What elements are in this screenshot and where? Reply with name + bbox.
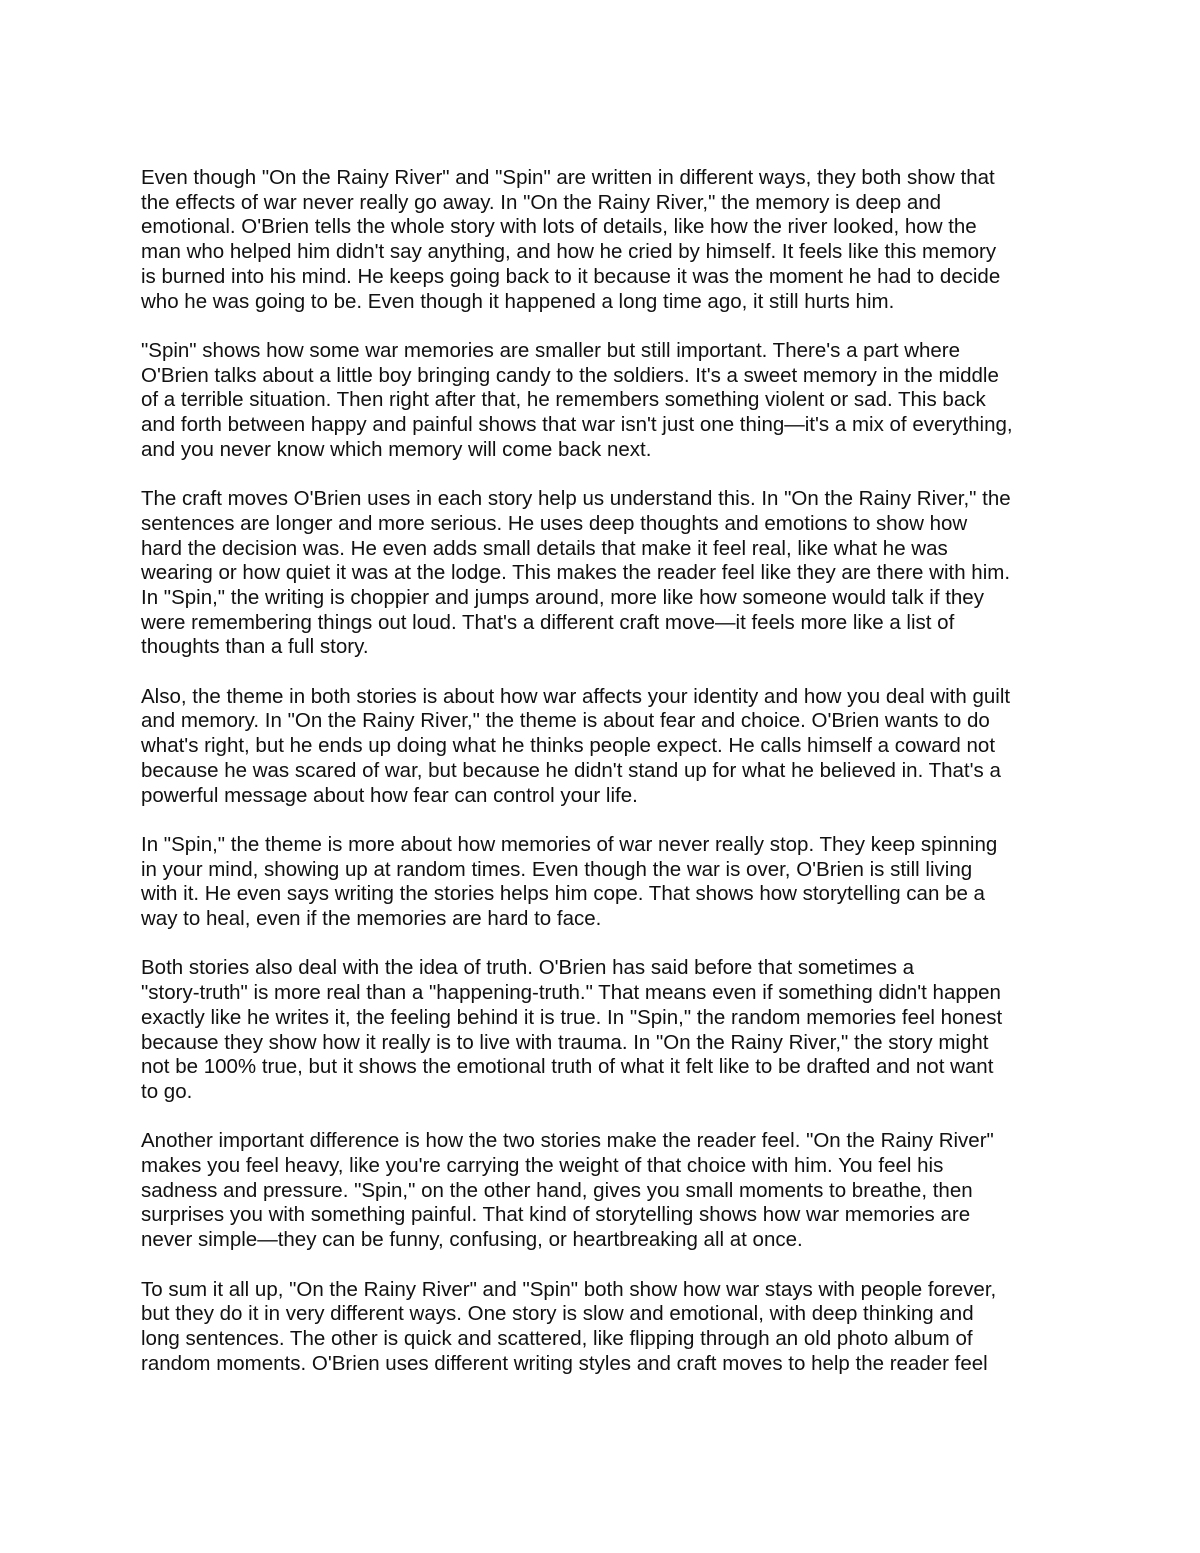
paragraph-6: Both stories also deal with the idea of truth. O'Brien has said before that sometimes a "story-truth" is more real than a "happening-truth." That means even if something didn't happen exactly like he writes it, the feeling behind it is true. In "Spin," the random memories feel honest because they show how it really is to live with trauma. In "On the Rainy River," the story might not be 100% true, but it shows the emotional truth of what it felt like to be drafted and not want to go. (141, 956, 1003, 1103)
paragraph-5: In "Spin," the theme is more about how memories of war never really stop. They keep spinning in your mind, showing up at random times. Even though the war is over, O'Brien is still living with it. He even says writing the stories helps him cope. That shows how storytelling can be a way to heal, even if the memories are hard to face. (141, 832, 998, 931)
paragraph-8: To sum it all up, "On the Rainy River" and "Spin" both show how war stays with people forever, but they do it in very different ways. One story is slow and emotional, with deep thinking and long sentences. The other is quick and scattered, like flipping through an old photo album of random moments. O'Brien uses different writing styles and craft moves to help the reader feel (141, 1277, 997, 1375)
paragraph-4: Also, the theme in both stories is about how war affects your identity and how you deal with guilt and memory. In "On the Rainy River," the theme is about fear and choice. O'Brien wants to do what's right, but he ends up doing what he thinks people expect. He calls himself a coward not because he was scared of war, but because he didn't stand up for what he believed in. That's a powerful message about how fear can control your life. (141, 684, 1011, 807)
document-body (141, 166, 1071, 1376)
paragraph-1: Even though "On the Rainy River" and "Spin" are written in different ways, they both show that the effects of war never really go away. In "On the Rainy River," the memory is deep and emotional. O'Brien tells the whole story with lots of details, like how the river looked, how the man who helped him didn't say anything, and how he cried by himself. It feels like this memory is burned into his mind. He keeps going back to it because it was the moment he had to decide who he was going to be. Even though it happened a long time ago, it still hurts him. (141, 166, 1001, 313)
paragraph-3: The craft moves O'Brien uses in each story help us understand this. In "On the Rainy River," the sentences are longer and more serious. He uses deep thoughts and emotions to show how hard the decision was. He even adds small details that make it feel real, like what he was wearing or how quiet it was at the lodge. This makes the reader feel like they are there with him. In "Spin," the writing is choppier and jumps around, more like how someone would talk if they were remembering things out loud. That's a different craft move—it feels more like a list of thoughts than a full story. (141, 487, 1011, 659)
paragraph-2: "Spin" shows how some war memories are smaller but still important. There's a part where O'Brien talks about a little boy bringing candy to the soldiers. It's a sweet memory in the middle of a terrible situation. Then right after that, he remembers something violent or sad. This back and forth between happy and painful shows that war isn't just one thing—it's a mix of everything, and you never know which memory will come back next. (141, 338, 1013, 461)
paragraph-7: Another important difference is how the two stories make the reader feel. "On the Rainy River" makes you feel heavy, like you're carrying the weight of that choice with him. You feel his sadness and pressure. "Spin," on the other hand, gives you small moments to breathe, then surprises you with something painful. That kind of storytelling shows how war memories are never simple—they can be funny, confusing, or heartbreaking all at once. (141, 1129, 994, 1252)
